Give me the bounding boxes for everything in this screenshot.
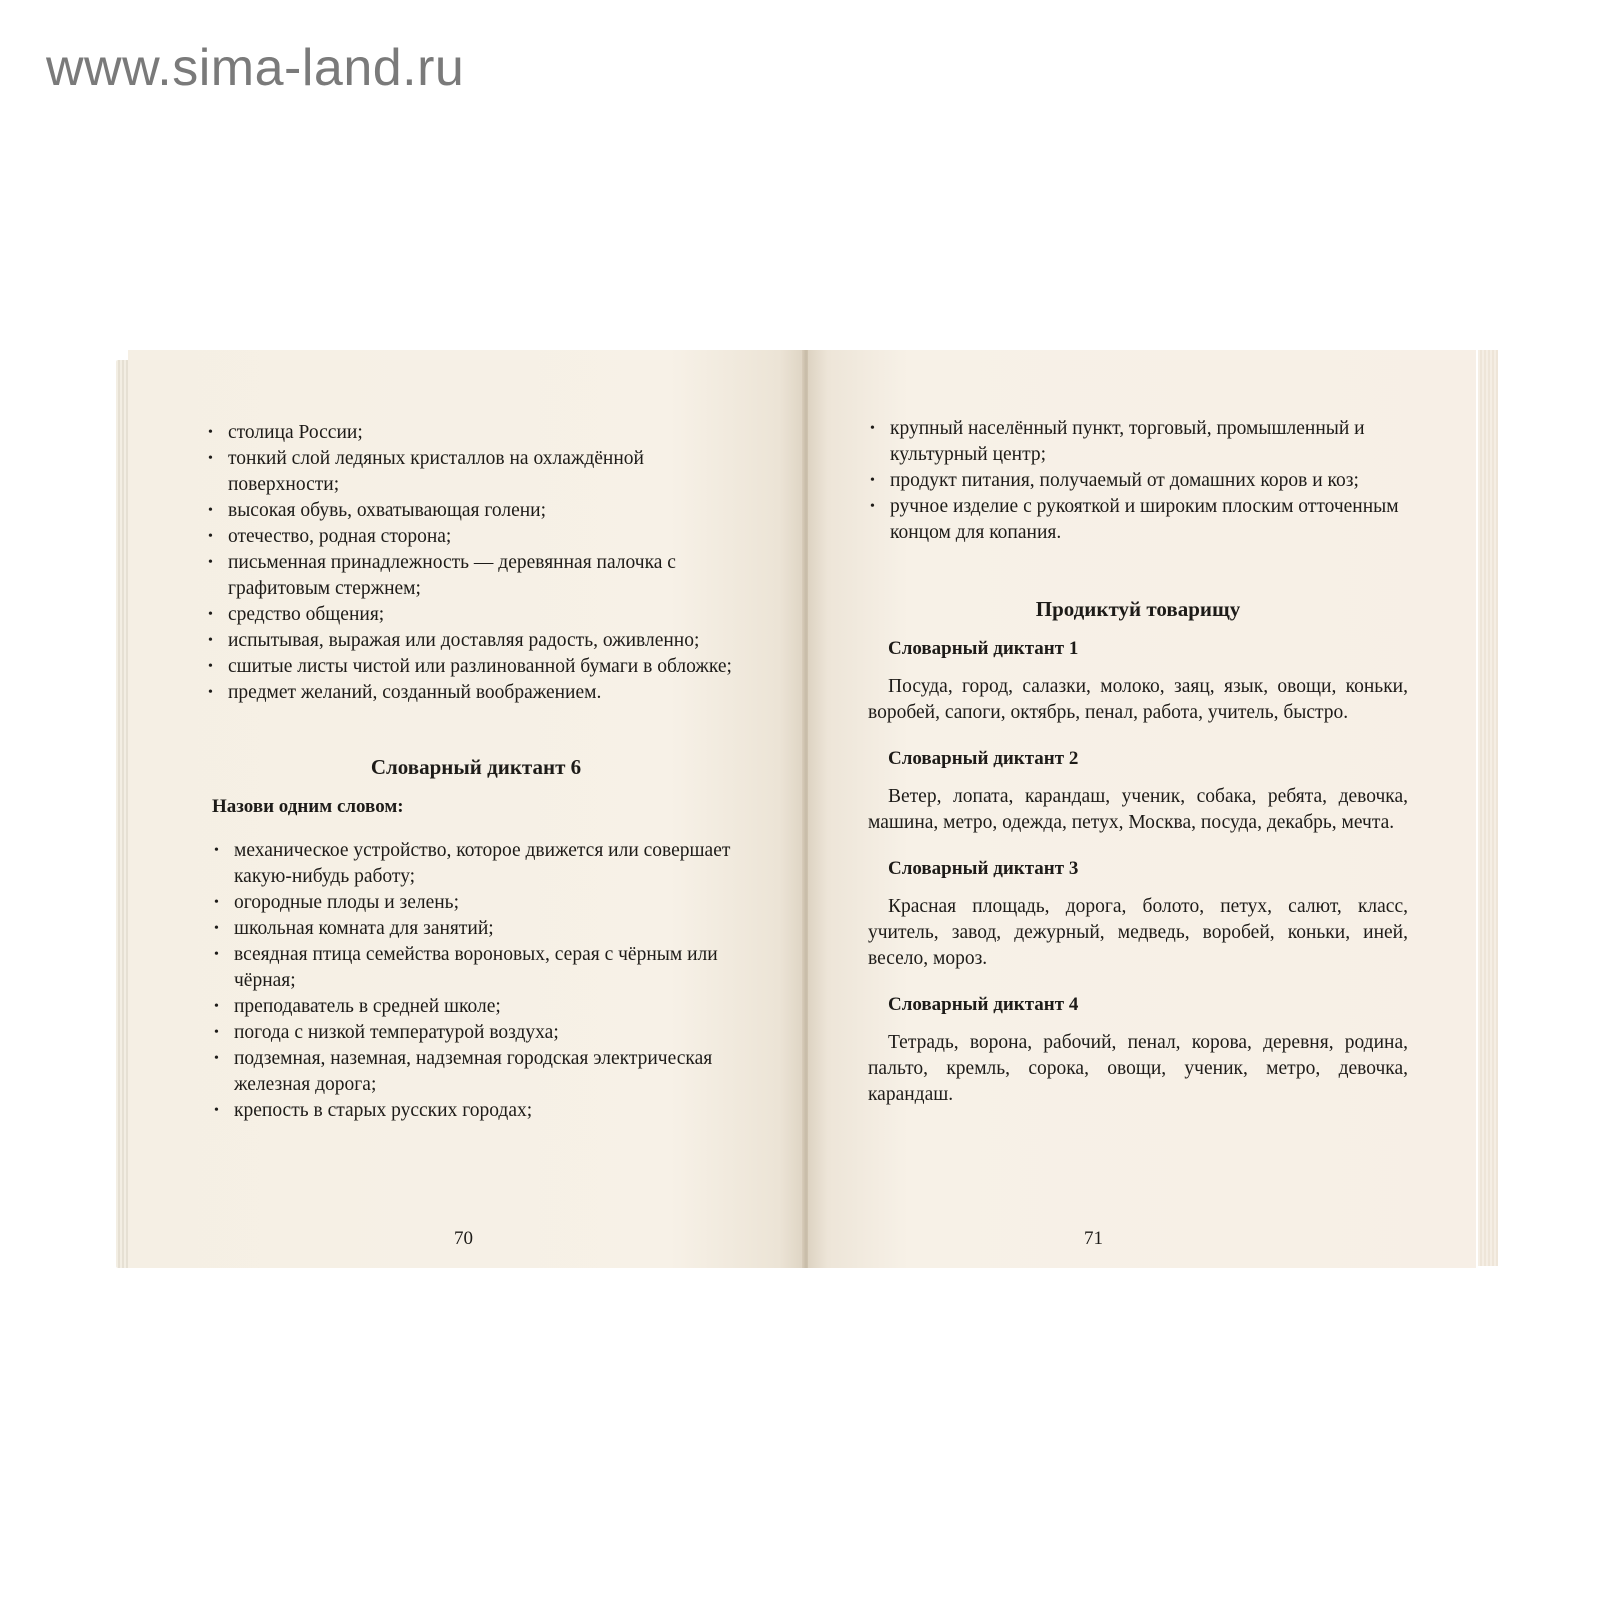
list-item: • средство общения; — [206, 602, 746, 628]
left-page-content — [206, 420, 746, 1124]
list-item: • сшитые листы чистой или разлинованной бумаги в обложке; — [206, 654, 746, 680]
section-heading: Словарный диктант 6 — [370, 755, 582, 779]
list-item: • столица России; — [206, 420, 746, 446]
list-item: • высокая обувь, охватывающая голени; — [206, 498, 746, 524]
section-heading: Продиктуй товарищу — [1035, 597, 1241, 621]
dictation-title: Словарный диктант 2 — [888, 748, 1079, 769]
dictation-text: Красная площадь, дорога, болото, петух, салют, класс, учитель, завод, дежурный, медведь, воробей, коньки, иней, весело, мороз. — [868, 896, 1408, 969]
definitions-list-1 — [206, 420, 746, 706]
list-item: • школьная комната для занятий; — [212, 916, 746, 942]
list-item: • преподаватель в средней школе; — [212, 994, 746, 1020]
dictation-text: Ветер, лопата, карандаш, ученик, собака, ребята, девочка, машина, метро, одежда, петух, Москва, посуда, декабрь, мечта. — [868, 786, 1408, 833]
section-subheading: Назови одним словом: — [212, 796, 404, 817]
dictation-title: Словарный диктант 4 — [888, 994, 1079, 1015]
dictation-text: Посуда, город, салазки, молоко, заяц, язык, овощи, коньки, воробей, сапоги, октябрь, пенал, работа, учитель, быстро. — [868, 676, 1408, 723]
list-item: • предмет желаний, созданный воображением. — [206, 680, 746, 706]
definitions-list-3 — [868, 416, 1408, 546]
dictation-text: Тетрадь, ворона, рабочий, пенал, корова, деревня, родина, пальто, кремль, сорока, овощи, ученик, метро, девочка, карандаш. — [868, 1032, 1408, 1105]
list-item: • механическое устройство, которое движется или совершает какую-нибудь работу; — [212, 838, 746, 890]
site-watermark: www.sima-land.ru — [46, 39, 465, 97]
page-number: 70 — [454, 1228, 473, 1249]
page-number: 71 — [1084, 1228, 1103, 1249]
list-item: • отечество, родная сторона; — [206, 524, 746, 550]
list-item: • письменная принадлежность — деревянная палочка с графитовым стержнем; — [206, 550, 746, 602]
definitions-list-2 — [206, 838, 746, 1124]
open-book — [110, 350, 1500, 1280]
list-item: • подземная, наземная, надземная городская электрическая железная дорога; — [212, 1046, 746, 1098]
list-item: • погода с низкой температурой воздуха; — [212, 1020, 746, 1046]
list-item: • продукт питания, получаемый от домашних коров и коз; — [868, 468, 1408, 494]
right-page — [808, 350, 1476, 1268]
dictation-title: Словарный диктант 1 — [888, 638, 1079, 659]
list-item: • всеядная птица семейства вороновых, серая с чёрным или чёрная; — [212, 942, 746, 994]
list-item: • тонкий слой ледяных кристаллов на охлаждённой поверхности; — [206, 446, 746, 498]
list-item: • ручное изделие с рукояткой и широким плоским отточенным концом для копания. — [868, 494, 1408, 546]
left-page — [128, 350, 806, 1268]
dictation-title: Словарный диктант 3 — [888, 858, 1079, 879]
list-item: • крепость в старых русских городах; — [212, 1098, 746, 1124]
list-item: • испытывая, выражая или доставляя радость, оживленно; — [206, 628, 746, 654]
list-item: • огородные плоды и зелень; — [212, 890, 746, 916]
right-page-content — [868, 416, 1408, 1108]
list-item: • крупный населённый пункт, торговый, промышленный и культурный центр; — [868, 416, 1408, 468]
page-edges-right — [1478, 350, 1498, 1266]
